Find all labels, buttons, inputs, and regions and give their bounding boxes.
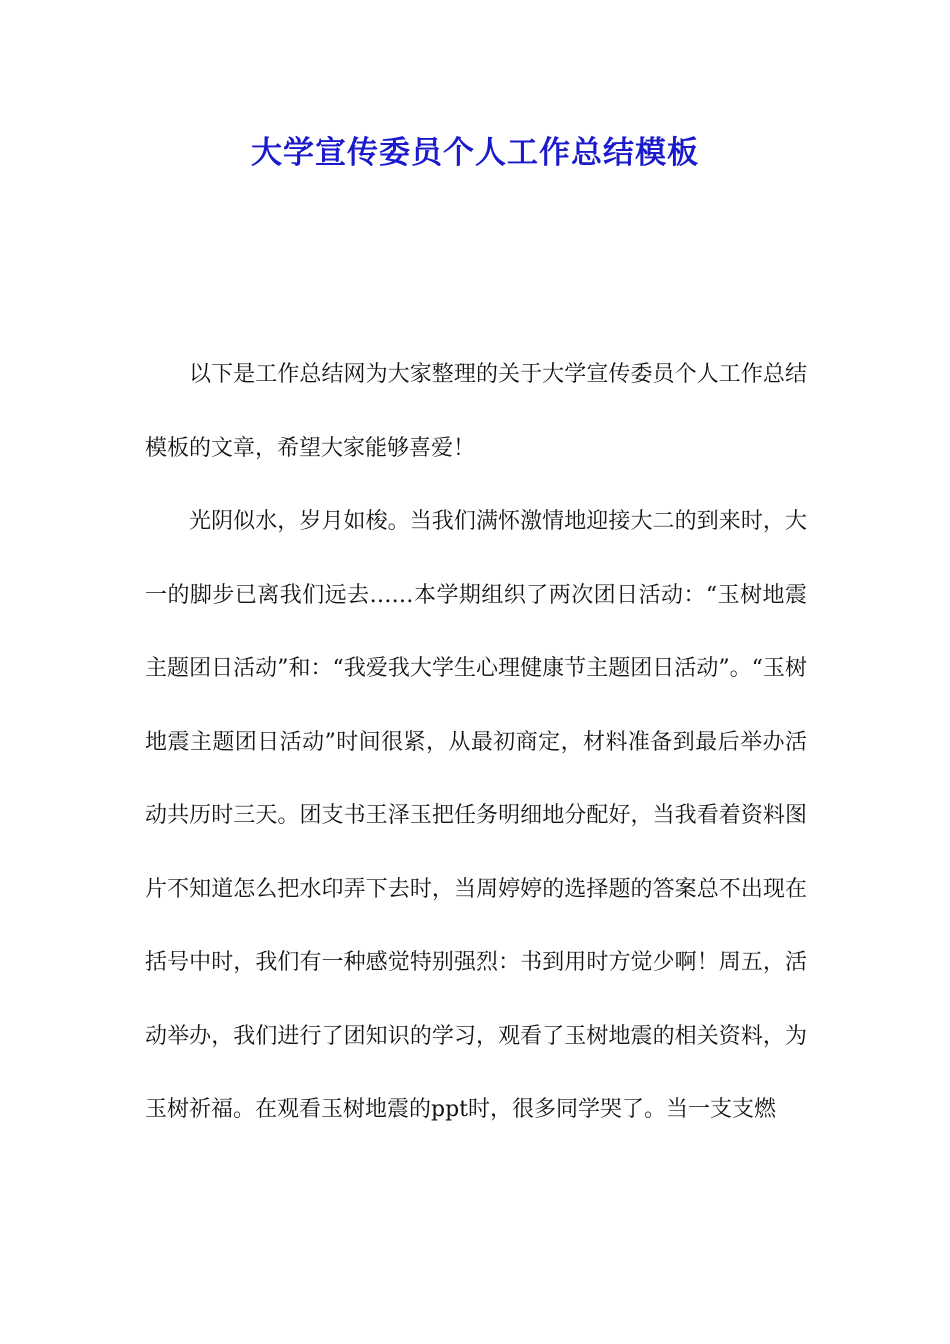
paragraph-main: 光阴似水，岁月如梭。当我们满怀激情地迎接大二的到来时，大一的脚步已离我们远去……本学期组织了两次团日活动：“玉树地震主题团日活动”和：“我爱我大学生心理健康节主题团日活动”。“玉树地震主题团日活动”时间很紧，从最初商定，材料准备到最后举办活动共历时三天。团支书王泽玉把任务明细地分配好，当我看着资料图片不知道怎么把水印弄下去时，当周婷婷的选择题的答案总不出现在括号中时，我们有一种感觉特别强烈：书到用时方觉少啊！周五，活动举办，我们进行了团知识的学习，观看了玉树地震的相关资料，为玉树祈福。在观看玉树地震的ppt时，很多同学哭了。当一支支燃	[145, 509, 807, 1122]
document-title: 大学宣传委员个人工作总结模板	[251, 135, 699, 171]
document-body	[145, 338, 807, 1147]
paragraph-intro: 以下是工作总结网为大家整理的关于大学宣传委员个人工作总结模板的文章，希望大家能够喜爱！	[145, 362, 807, 461]
